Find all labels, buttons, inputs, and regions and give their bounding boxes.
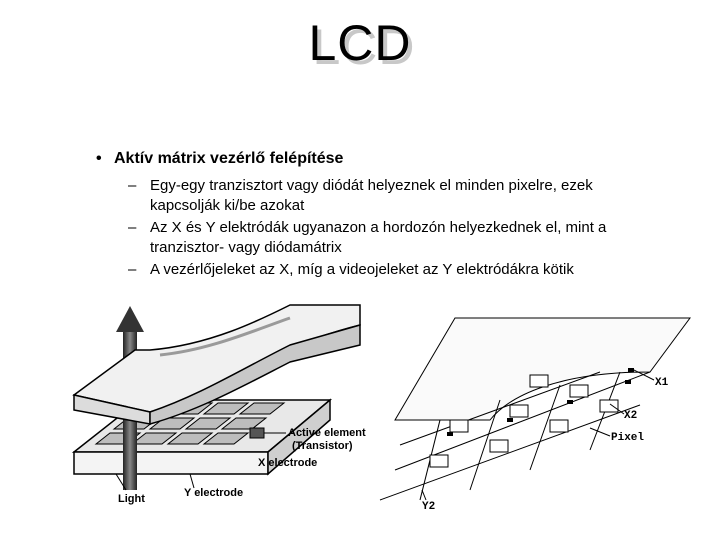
dash: –: [128, 219, 137, 236]
light-label: Light: [118, 493, 145, 505]
active-element-label: Active element: [288, 427, 366, 439]
sub-bullet-text: Egy-egy tranzisztort vagy diódát helyeznek el minden pixelre, ezek kapcsolják ki/be azokat: [150, 177, 593, 214]
x1-label: X1: [655, 377, 669, 389]
slide-title: LCD: [308, 15, 412, 71]
dash: –: [128, 177, 137, 194]
bullet-dot: •: [96, 150, 102, 167]
main-bullet-text: Aktív mátrix vezérlő felépítése: [114, 150, 344, 167]
dash: –: [128, 261, 137, 278]
x-electrode-label: X electrode: [258, 457, 318, 469]
common-electrode-plate: [395, 318, 690, 420]
transistor-label: (Transistor): [292, 440, 353, 452]
sub-bullet-text: A vezérlőjeleket az X, míg a videojeleket az Y elektródákra kötik: [150, 261, 574, 278]
x2-label: X2: [624, 410, 638, 422]
pixel-label: Pixel: [611, 432, 645, 444]
y2-label: Y2: [422, 501, 436, 513]
sub-bullet-text: Az X és Y elektródák ugyanazon a hordozón helyezkednek el, mint a tranzisztor- vagy diódamátrix: [150, 219, 607, 256]
y-electrode-label: Y electrode: [184, 487, 244, 499]
